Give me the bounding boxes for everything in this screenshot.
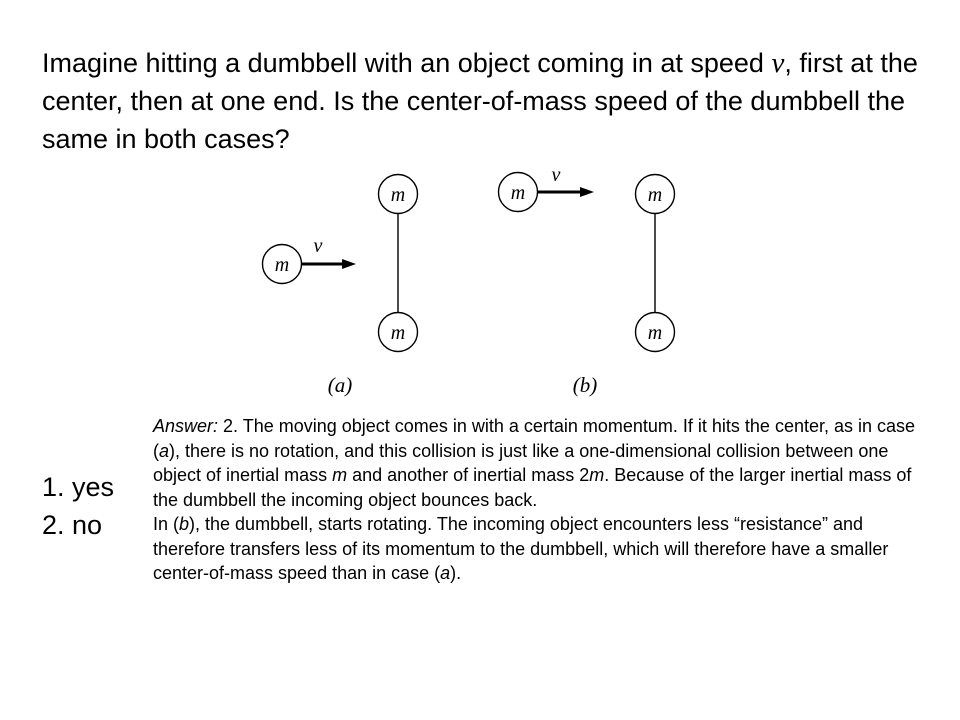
answer-explanation (153, 414, 933, 586)
mass-label: m (390, 184, 406, 206)
question-part-2: , first at the center, then at one end. Is the center-of-mass speed of the dumbbell the same in both cases? (42, 48, 918, 154)
mass-label: m (274, 254, 290, 276)
case-ref: b (179, 514, 190, 534)
mass-symbol: m (332, 465, 348, 485)
choice-no: 2. no (42, 510, 103, 540)
answer-lead: Answer: (153, 416, 219, 436)
case-ref: a (159, 440, 170, 461)
panel-b (499, 164, 675, 397)
mass-label: m (510, 182, 526, 204)
mass-label: m (647, 322, 663, 344)
velocity-label: v (551, 164, 561, 186)
answer-text: and another of inertial mass 2 (347, 465, 590, 485)
answer-paragraph-1 (153, 414, 933, 512)
answer-text: ). (450, 563, 462, 583)
answer-text: 2. The moving object comes in with a certain momentum. If it hits the center, as in case ( (153, 416, 916, 461)
answer-choices (42, 468, 114, 544)
answer-text: . Because of the larger inertial mass of the dumbbell the incoming object bounces back. (153, 465, 912, 510)
choice-yes: 1. yes (42, 472, 115, 502)
case-ref: a (440, 563, 451, 583)
mass-label: m (647, 184, 663, 206)
panel-a-caption: (a) (327, 373, 353, 397)
mass-symbol: m (589, 465, 605, 485)
answer-text: ), the dumbbell, starts rotating. The incoming object encounters less “resistance” and therefore transfers less of its momentum to the dumbbell, which will therefore have a smaller center-of-mass speed than in case ( (153, 514, 889, 583)
velocity-symbol: v (771, 47, 785, 79)
panel-b-caption: (b) (572, 373, 598, 397)
answer-text: In ( (153, 514, 180, 534)
velocity-label: v (313, 235, 323, 257)
answer-paragraph-2 (153, 512, 933, 586)
answer-text: ), there is no rotation, and this collision is just like a one-dimensional collision between one object of inertial mass (153, 440, 889, 485)
question-part-1: Imagine hitting a dumbbell with an object coming in at speed (42, 48, 772, 78)
panel-a (263, 175, 418, 398)
mass-label: m (390, 322, 406, 344)
